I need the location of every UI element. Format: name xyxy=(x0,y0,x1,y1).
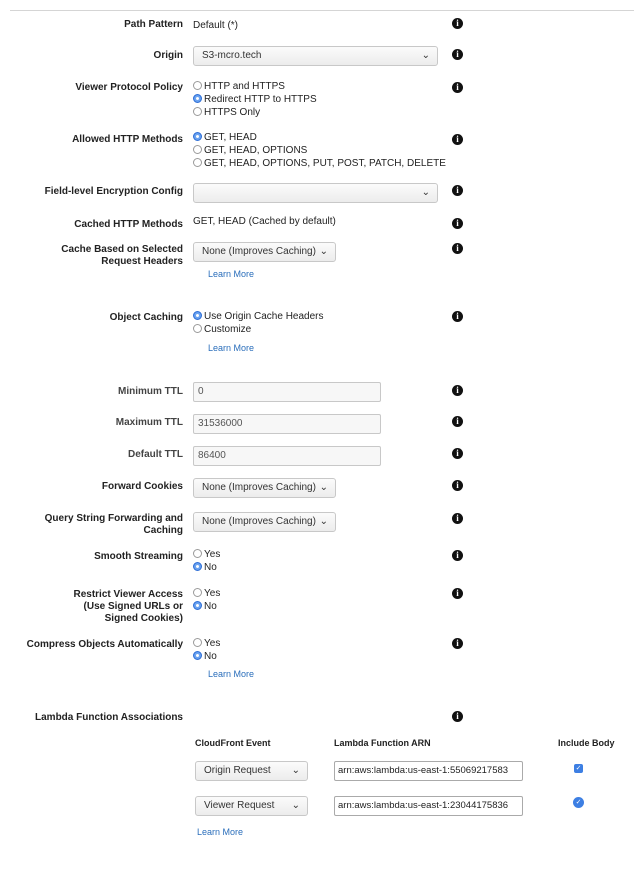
chevron-down-icon: ⌄ xyxy=(319,516,328,527)
info-icon[interactable]: i xyxy=(452,243,463,254)
include-body-checkbox[interactable] xyxy=(573,797,584,808)
info-icon[interactable]: i xyxy=(452,480,463,491)
info-icon[interactable]: i xyxy=(452,218,463,229)
compress-label: Compress Objects Automatically xyxy=(26,639,183,650)
cached-methods-value: GET, HEAD (Cached by default) xyxy=(193,216,336,227)
origin-select[interactable] xyxy=(193,46,438,66)
path-pattern-label: Path Pattern xyxy=(124,19,183,30)
object-caching-label: Object Caching xyxy=(109,312,183,323)
radio-restrict-no[interactable]: No xyxy=(193,600,217,613)
radio-compress-yes[interactable]: Yes xyxy=(193,637,220,650)
radio-customize[interactable]: Customize xyxy=(193,323,251,336)
chevron-down-icon: ⌄ xyxy=(421,50,430,61)
field-encryption-label: Field-level Encryption Config xyxy=(44,186,183,197)
cache-headers-value: None (Improves Caching) xyxy=(202,246,316,257)
radio-button-selected[interactable] xyxy=(193,651,202,660)
info-icon[interactable]: i xyxy=(452,550,463,561)
radio-get-head-options[interactable]: GET, HEAD, OPTIONS xyxy=(193,144,307,157)
cloudfront-event-select[interactable] xyxy=(195,761,308,781)
viewer-protocol-label: Viewer Protocol Policy xyxy=(75,82,183,93)
min-ttl-input[interactable]: 0 xyxy=(193,382,381,402)
query-string-value: None (Improves Caching) xyxy=(202,516,316,527)
cached-methods-label: Cached HTTP Methods xyxy=(74,219,183,230)
radio-button[interactable] xyxy=(193,324,202,333)
forward-cookies-value: None (Improves Caching) xyxy=(202,482,316,493)
info-icon[interactable]: i xyxy=(452,513,463,524)
max-ttl-label: Maximum TTL xyxy=(115,417,183,428)
forward-cookies-label: Forward Cookies xyxy=(101,481,183,492)
chevron-down-icon: ⌄ xyxy=(421,187,430,198)
radio-button[interactable] xyxy=(193,107,202,116)
lambda-arn-input[interactable]: arn:aws:lambda:us-east-1:55069217583 xyxy=(334,761,523,781)
chevron-down-icon: ⌄ xyxy=(291,800,300,811)
info-icon[interactable]: i xyxy=(452,385,463,396)
learn-more-link[interactable]: Learn More xyxy=(208,343,255,353)
radio-all-methods[interactable]: GET, HEAD, OPTIONS, PUT, POST, PATCH, DELETE xyxy=(193,157,446,170)
default-ttl-input[interactable]: 86400 xyxy=(193,446,381,466)
radio-https-only[interactable]: HTTPS Only xyxy=(193,106,260,119)
origin-label: Origin xyxy=(153,50,183,61)
forward-cookies-select[interactable] xyxy=(193,478,336,498)
query-string-label: Query String Forwarding and Caching xyxy=(44,513,183,536)
checkmark-icon: ✓ xyxy=(575,799,582,806)
info-icon[interactable]: i xyxy=(452,82,463,93)
learn-more-link[interactable]: Learn More xyxy=(208,669,255,679)
path-pattern-value: Default (*) xyxy=(193,20,239,31)
radio-button-selected[interactable] xyxy=(193,94,202,103)
radio-use-origin-cache-headers[interactable]: Use Origin Cache Headers xyxy=(193,310,324,323)
radio-button[interactable] xyxy=(193,588,202,597)
radio-compress-no[interactable]: No xyxy=(193,650,217,663)
checkmark-icon: ✓ xyxy=(575,765,582,772)
origin-select-value: S3-mcro.tech xyxy=(202,50,262,61)
radio-restrict-yes[interactable]: Yes xyxy=(193,587,220,600)
radio-redirect-http-to-https[interactable]: Redirect HTTP to HTTPS xyxy=(193,93,317,106)
cache-headers-select[interactable] xyxy=(193,242,336,262)
chevron-down-icon: ⌄ xyxy=(291,765,300,776)
column-header-cloudfront-event: CloudFront Event xyxy=(195,738,271,748)
info-icon[interactable]: i xyxy=(452,18,463,29)
radio-button-selected[interactable] xyxy=(193,311,202,320)
default-ttl-label: Default TTL xyxy=(128,449,183,460)
smooth-streaming-label: Smooth Streaming xyxy=(94,551,183,562)
restrict-viewer-label: Restrict Viewer Access (Use Signed URLs or Signed Cookies) xyxy=(73,589,183,624)
radio-button[interactable] xyxy=(193,549,202,558)
query-string-select[interactable] xyxy=(193,512,336,532)
info-icon[interactable]: i xyxy=(452,448,463,459)
radio-get-head[interactable]: GET, HEAD xyxy=(193,131,257,144)
column-header-lambda-arn: Lambda Function ARN xyxy=(334,738,431,748)
allowed-methods-label: Allowed HTTP Methods xyxy=(72,134,183,145)
radio-button-selected[interactable] xyxy=(193,601,202,610)
max-ttl-input[interactable]: 31536000 xyxy=(193,414,381,434)
field-encryption-select[interactable] xyxy=(193,183,438,203)
cache-headers-label: Cache Based on Selected Request Headers xyxy=(61,244,183,267)
chevron-down-icon: ⌄ xyxy=(319,246,328,257)
info-icon[interactable]: i xyxy=(452,49,463,60)
radio-button-selected[interactable] xyxy=(193,562,202,571)
info-icon[interactable]: i xyxy=(452,185,463,196)
cloudfront-event-value: Origin Request xyxy=(204,765,271,776)
top-divider xyxy=(10,10,634,11)
info-icon[interactable]: i xyxy=(452,638,463,649)
info-icon[interactable]: i xyxy=(452,588,463,599)
learn-more-link[interactable]: Learn More xyxy=(208,269,255,279)
radio-button[interactable] xyxy=(193,81,202,90)
info-icon[interactable]: i xyxy=(452,711,463,722)
radio-button-selected[interactable] xyxy=(193,132,202,141)
chevron-down-icon: ⌄ xyxy=(319,482,328,493)
radio-smooth-no[interactable]: No xyxy=(193,561,217,574)
info-icon[interactable]: i xyxy=(452,311,463,322)
min-ttl-label: Minimum TTL xyxy=(118,386,183,397)
radio-button[interactable] xyxy=(193,158,202,167)
info-icon[interactable]: i xyxy=(452,134,463,145)
cloudfront-event-value: Viewer Request xyxy=(204,800,275,811)
cloudfront-event-select[interactable] xyxy=(195,796,308,816)
column-header-include-body: Include Body xyxy=(558,738,615,748)
info-icon[interactable]: i xyxy=(452,416,463,427)
include-body-checkbox[interactable] xyxy=(574,764,583,773)
radio-button[interactable] xyxy=(193,145,202,154)
radio-http-and-https[interactable]: HTTP and HTTPS xyxy=(193,80,285,93)
radio-smooth-yes[interactable]: Yes xyxy=(193,548,220,561)
radio-button[interactable] xyxy=(193,638,202,647)
lambda-arn-input[interactable]: arn:aws:lambda:us-east-1:23044175836 xyxy=(334,796,523,816)
lambda-associations-label: Lambda Function Associations xyxy=(35,712,183,723)
learn-more-link[interactable]: Learn More xyxy=(197,827,244,837)
